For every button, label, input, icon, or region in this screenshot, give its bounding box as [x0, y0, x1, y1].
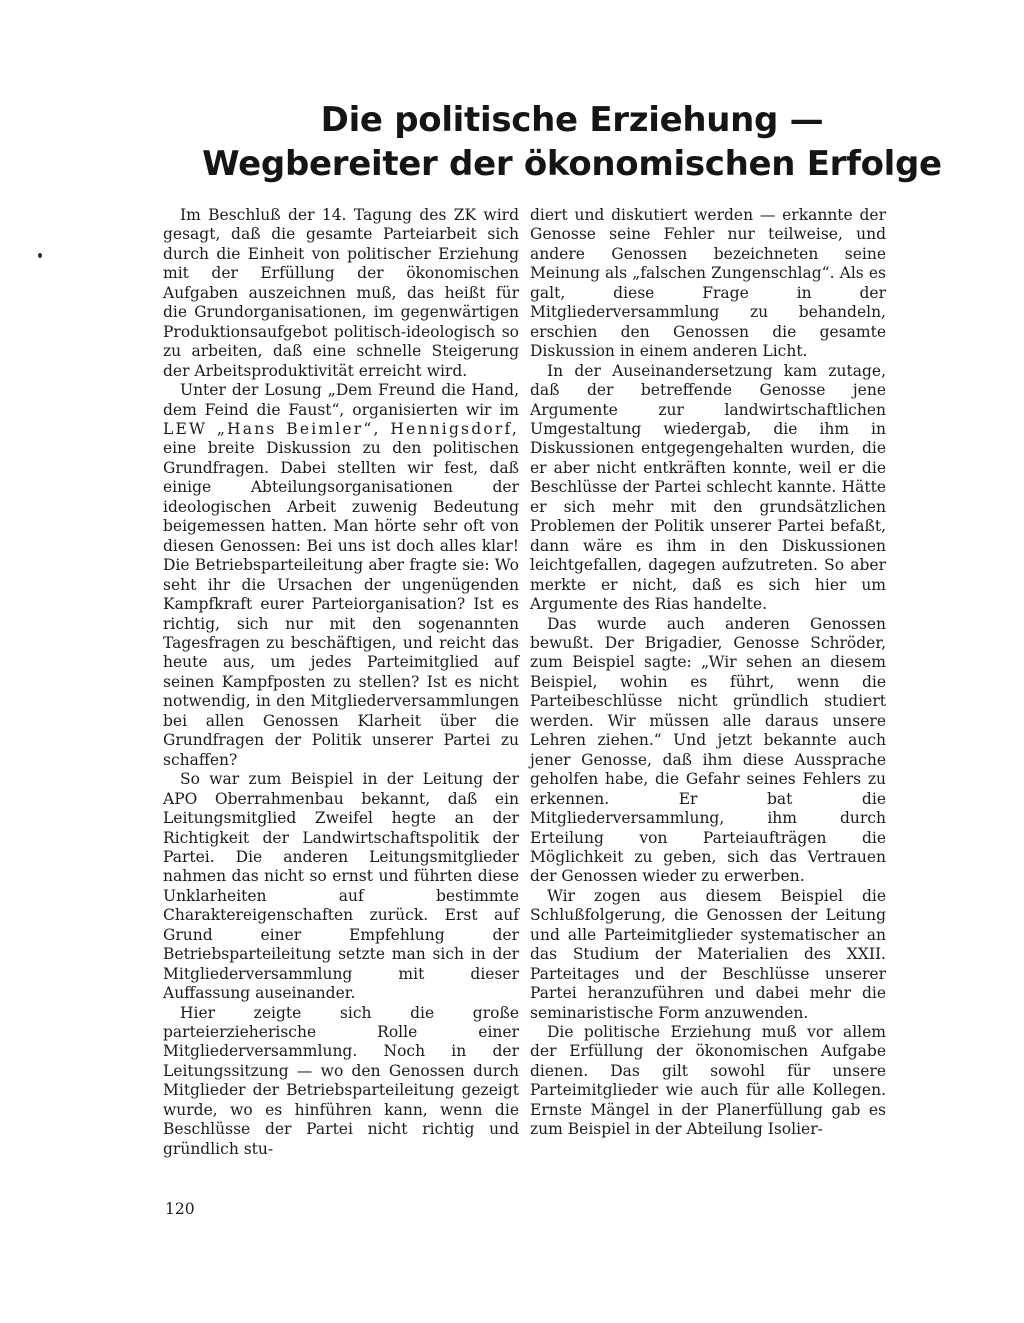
- paragraph-text: eine breite Diskussion zu den politischen Grundfragen. Dabei stellten wir fest, daß einige Abteilungsorganisationen der ideologischen Arbeit zuwenig Bedeutung beigemessen hatten. Man hörte sehr oft von diesen Genossen: Bei uns ist doch alles klar! Die Betriebsparteileitung aber fragte sie: Wo seht ihr die Ursachen der ungenügenden Kampfkraft eurer Parteiorganisation? Ist es richtig, sich nur mit den sogenannten Tagesfragen zu beschäftigen, und reicht das heute aus, um jedes Parteimitglied auf seinen Kampfposten zu stellen? Ist es nicht notwendig, in den Mitgliederversammlungen bei allen Genossen Klarheit über die Grundfragen der Politik unserer Partei zu schaffen?: [163, 439, 519, 769]
- article-title-line-2: Wegbereiter der ökonomischen Erfolge: [202, 144, 942, 184]
- paragraph: Hier zeigte sich die große parteierzieherische Rolle einer Mitgliederversammlung. Noch in der Leitungssitzung — wo den Genossen durch Mitglieder der Betriebsparteileitung gezeigt wurde, wo es hinführen kann, wenn die Beschlüsse der Partei nicht richtig und gründlich stu-: [163, 1003, 519, 1158]
- scan-speck: [38, 253, 42, 258]
- page-number: 120: [165, 1200, 195, 1218]
- paragraph: Das wurde auch anderen Genossen bewußt. Der Brigadier, Genosse Schröder, zum Beispiel sagte: „Wir sehen an diesem Beispiel, wohin es führt, wenn die Parteibeschlüsse nicht gründlich studiert werden. Wir müssen alle daraus unsere Lehren ziehen.“ Und jetzt bekannte auch jener Genosse, daß ihm diese Aussprache geholfen habe, die Gefahr seines Fehlers zu erkennen. Er bat die Mitgliederversammlung, ihm durch Erteilung von Parteiaufträgen die Möglichkeit zu geben, sich das Vertrauen der Genossen wieder zu erwerben.: [530, 614, 886, 886]
- paragraph: [163, 381, 519, 770]
- paragraph: Im Beschluß der 14. Tagung des ZK wird gesagt, daß die gesamte Parteiarbeit sich durch die Einheit von politischer Erziehung mit der Erfüllung der ökonomischen Aufgaben auszeichnen muß, das heißt für die Grundorganisationen, im gegenwärtigen Produktionsaufgebot politisch-ideologisch so zu arbeiten, daß eine schnelle Steigerung der Arbeitsproduktivität erreicht wird.: [163, 206, 519, 380]
- paragraph: So war zum Beispiel in der Leitung der APO Oberrahmenbau bekannt, daß ein Leitungsmitglied Zweifel hegte an der Richtigkeit der Landwirtschaftspolitik der Partei. Die anderen Leitungsmitglieder nahmen das nicht so ernst und führten diese Unklarheiten auf bestimmte Charaktereigenschaften zurück. Erst auf Grund einer Empfehlung der Betriebsparteileitung setzte man sich in der Mitgliederversammlung mit dieser Auffassung auseinander.: [163, 770, 519, 1003]
- paragraph: Die politische Erziehung muß vor allem der Erfüllung der ökonomischen Aufgabe dienen. Das gilt sowohl für unsere Parteimitglieder wie auch für alle Kollegen. Ernste Mängel in der Planerfüllung gab es zum Beispiel in der Abteilung Isolier-: [530, 1023, 886, 1139]
- article-title: [150, 98, 994, 186]
- paragraph: diert und diskutiert werden — erkannte der Genosse seine Fehler nur teilweise, und andere Genossen bezeichneten seine Meinung als „falschen Zungenschlag“. Als es galt, diese Frage in der Mitgliederversammlung zu behandeln, erschien den Genossen die gesamte Diskussion in einem anderen Licht.: [530, 206, 886, 361]
- spaced-company-name: LEW „Hans Beimler“, Hennigsdorf,: [163, 419, 519, 438]
- right-column: [530, 206, 886, 1140]
- left-column: [163, 206, 519, 1159]
- paragraph: In der Auseinandersetzung kam zutage, daß der betreffende Genosse jene Argumente zur landwirtschaftlichen Umgestaltung wiedergab, die ihm in Diskussionen entgegengehalten wurden, die er aber nicht entkräften konnte, weil er die Beschlüsse der Partei schlecht kannte. Hätte er sich mehr mit den grundsätzlichen Problemen der Politik unserer Partei befaßt, dann wäre es ihm in den Diskussionen leichtgefallen, dagegen aufzutreten. So aber merkte er nicht, daß es sich hier um Argumente des Rias handelte.: [530, 361, 886, 614]
- paragraph-text: Unter der Losung „Dem Freund die Hand, dem Feind die Faust“, organisierten wir im: [163, 381, 519, 419]
- paragraph: Wir zogen aus diesem Beispiel die Schlußfolgerung, die Genossen der Leitung und alle Parteimitglieder systematischer an das Studium der Materialien des XXII. Parteitages und der Beschlüsse unserer Partei heranzuführen und dabei mehr die seminaristische Form anzuwenden.: [530, 886, 886, 1022]
- article-title-line-1: Die politische Erziehung —: [320, 100, 824, 140]
